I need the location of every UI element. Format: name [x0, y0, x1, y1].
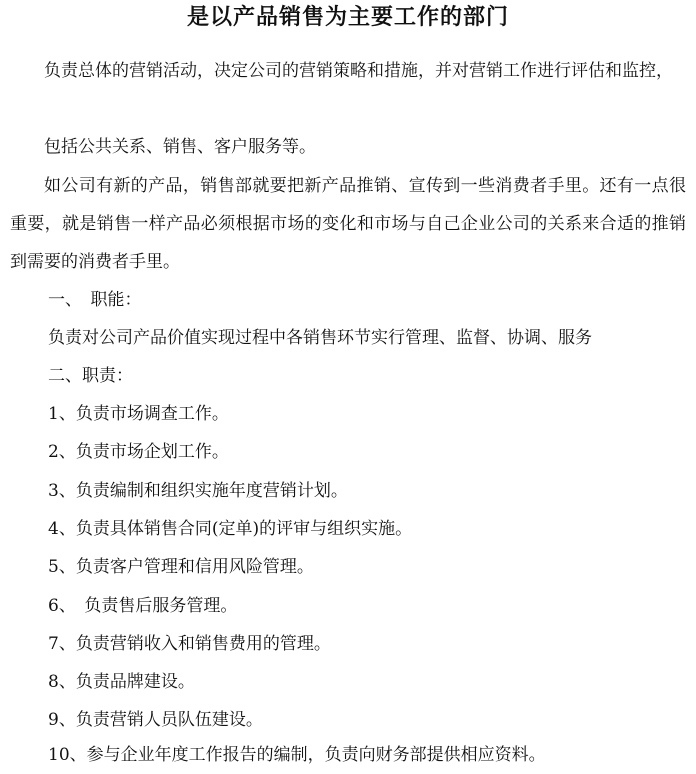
- duty-item: 1、负责市场调查工作。: [48, 404, 229, 424]
- section-functions-heading: 一、 职能：: [48, 290, 142, 310]
- section-functions-text: 负责对公司产品价值实现过程中各销售环节实行管理、监督、协调、服务: [48, 328, 592, 348]
- duty-item: 10、参与企业年度工作报告的编制，负责向财务部提供相应资料。: [48, 745, 546, 765]
- document-title: 是以产品销售为主要工作的部门: [186, 5, 509, 30]
- duty-item: 6、 负责售后服务管理。: [48, 596, 238, 616]
- duty-item: 9、负责营销人员队伍建设。: [48, 710, 263, 730]
- duty-item: 2、负责市场企划工作。: [48, 442, 229, 462]
- duty-item: 7、负责营销收入和销售费用的管理。: [48, 634, 331, 654]
- section-duties-heading: 二、职责：: [48, 366, 133, 386]
- duty-item: 3、负责编制和组织实施年度营销计划。: [48, 481, 348, 501]
- paragraph-overview: 负责总体的营销活动，决定公司的营销策略和措施，并对营销工作进行评估和监控，: [44, 61, 673, 81]
- duty-item: 4、负责具体销售合同(定单)的评审与组织实施。: [48, 519, 413, 539]
- duty-item: 5、负责客户管理和信用风险管理。: [48, 557, 314, 577]
- paragraph-new-products: 如公司有新的产品，销售部就要把新产品推销、宣传到一些消费者手里。还有一点很重要，就是销售一样产品必须根据市场的变化和市场与自己企业公司的关系来合适的推销到需要的消费者手里。: [10, 176, 686, 272]
- paragraph-scope: 包括公共关系、销售、客户服务等。: [44, 137, 316, 157]
- duty-item: 8、负责品牌建设。: [48, 672, 195, 692]
